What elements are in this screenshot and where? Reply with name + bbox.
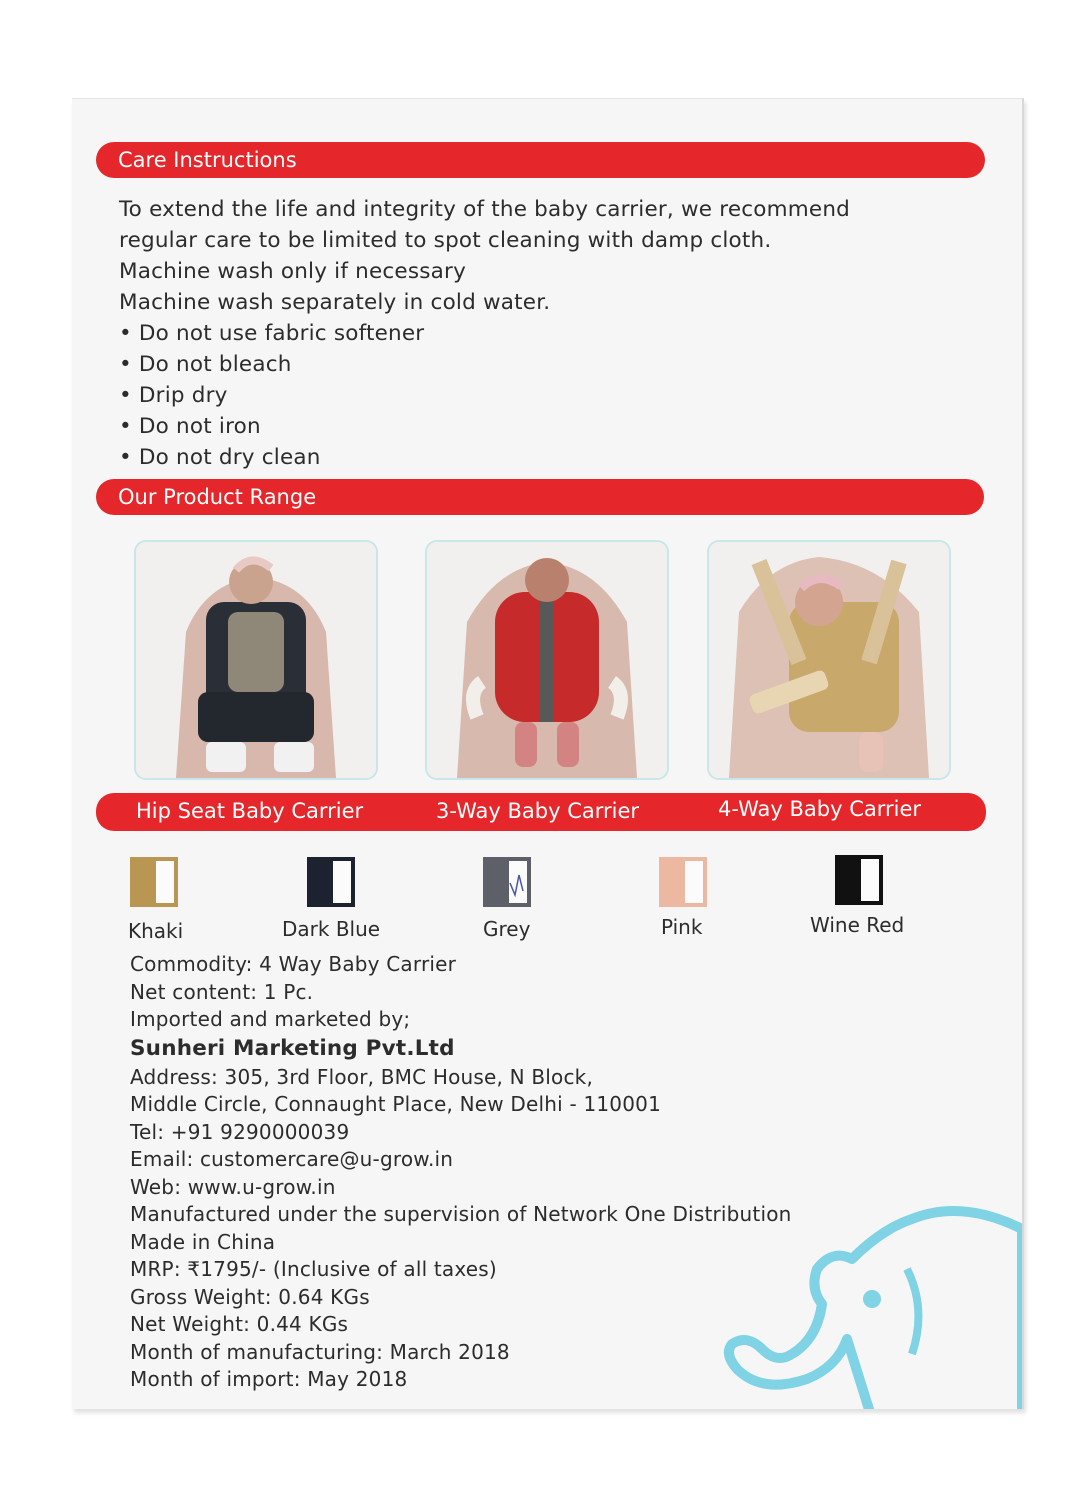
color-label-wine-red: Wine Red — [810, 913, 905, 937]
care-line: To extend the life and integrity of the baby carrier, we recommend — [119, 197, 851, 222]
swatch-khaki — [130, 857, 178, 907]
product-range-title: Our Product Range — [118, 485, 317, 509]
swatch-pink — [659, 857, 707, 907]
care-bullet: • Drip dry — [119, 383, 228, 408]
care-line: regular care to be limited to spot cleaning with damp cloth. — [119, 228, 772, 253]
swatch-dark-blue — [307, 857, 355, 907]
product-name-3-way: 3-Way Baby Carrier — [436, 799, 640, 823]
four-way-carrier-photo — [707, 540, 951, 780]
swatch-grey — [483, 857, 531, 907]
hip-seat-carrier-photo — [134, 540, 378, 780]
color-label-khaki: Khaki — [128, 919, 184, 943]
care-line: Machine wash separately in cold water. — [119, 290, 551, 315]
color-label-dark-blue: Dark Blue — [282, 917, 381, 941]
origin: Made in China — [130, 1229, 276, 1254]
product-info — [130, 951, 792, 1394]
product-name-hip-seat: Hip Seat Baby Carrier — [136, 799, 364, 823]
address-line-2: Middle Circle, Connaught Place, New Delhi - 110001 — [130, 1092, 661, 1116]
care-bullet: • Do not bleach — [119, 352, 292, 377]
imported-by: Imported and marketed by; — [130, 1007, 411, 1031]
company-name: Sunheri Marketing Pvt.Ltd — [130, 1035, 455, 1061]
product-range-header — [96, 479, 984, 515]
care-bullet: • Do not use fabric softener — [119, 321, 425, 346]
care-instructions-header — [96, 142, 985, 178]
gross-weight: Gross Weight: 0.64 KGs — [130, 1284, 370, 1309]
product-names-band — [96, 793, 986, 831]
email: Email: customercare@u-grow.in — [130, 1147, 454, 1171]
website: Web: www.u-grow.in — [130, 1174, 336, 1199]
three-way-carrier-photo — [425, 540, 669, 780]
care-bullet: • Do not dry clean — [119, 445, 321, 470]
color-label-pink: Pink — [661, 915, 703, 939]
commodity: Commodity: 4 Way Baby Carrier — [130, 952, 457, 976]
care-instructions-text — [119, 194, 850, 473]
swatch-wine-red — [835, 855, 883, 905]
net-content: Net content: 1 Pc. — [130, 979, 314, 1004]
net-weight: Net Weight: 0.44 KGs — [130, 1312, 349, 1336]
color-label-grey: Grey — [483, 917, 531, 941]
manufacturer-note: Manufactured under the supervision of Network One Distribution — [130, 1202, 792, 1226]
product-name-4-way: 4-Way Baby Carrier — [718, 797, 922, 821]
import-month: Month of import: May 2018 — [130, 1367, 408, 1391]
care-instructions-title: Care Instructions — [118, 148, 297, 172]
care-bullet: • Do not iron — [119, 414, 261, 439]
mrp: MRP: ₹1795/- (Inclusive of all taxes) — [130, 1257, 497, 1281]
package-back-panel — [72, 98, 1024, 1409]
address-line-1: Address: 305, 3rd Floor, BMC House, N Block, — [130, 1064, 594, 1089]
telephone: Tel: +91 9290000039 — [130, 1119, 350, 1144]
care-line: Machine wash only if necessary — [119, 259, 466, 284]
elephant-icon — [722, 1189, 1022, 1409]
manufacturing-month: Month of manufacturing: March 2018 — [130, 1339, 510, 1364]
